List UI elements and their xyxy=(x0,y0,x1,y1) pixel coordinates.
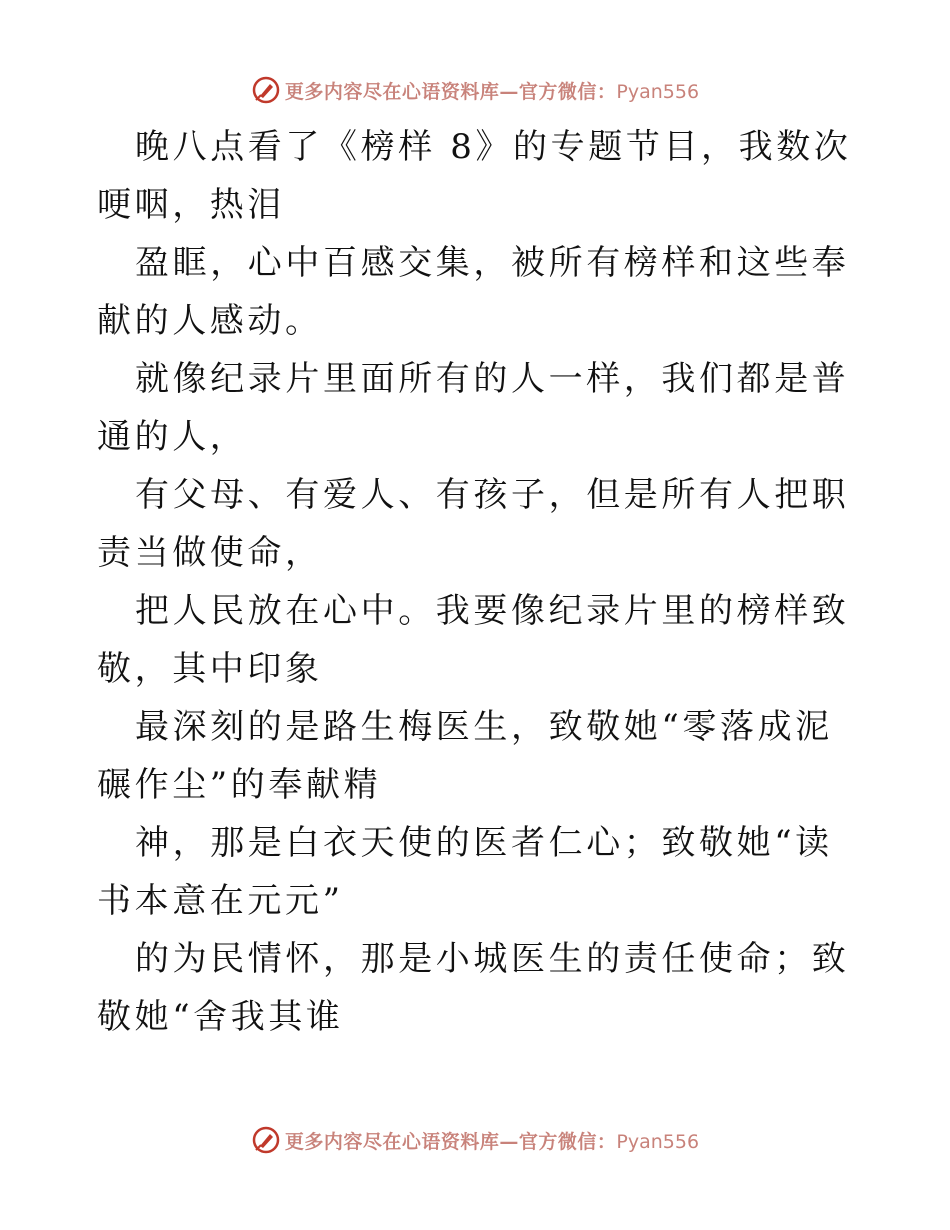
watermark-label: 更多内容尽在心语资料库—官方微信：Pyan556 xyxy=(284,80,700,103)
pen-nib-seal-icon xyxy=(251,1125,281,1155)
paragraph: 就像纪录片里面所有的人一样，我们都是普通的人， xyxy=(97,359,850,457)
paragraph: 最深刻的是路生梅医生，致敬她“零落成泥碾作尘”的奉献精 xyxy=(97,707,833,805)
document-body xyxy=(97,118,857,1046)
paragraph: 神，那是白衣天使的医者仁心；致敬她“读书本意在元元” xyxy=(97,823,833,921)
watermark-label: 更多内容尽在心语资料库—官方微信：Pyan556 xyxy=(284,1130,700,1153)
paragraph: 的为民情怀，那是小城医生的责任使命；致敬她“舍我其谁 xyxy=(97,939,850,1037)
paragraph: 晚八点看了《榜样 8》的专题节目，我数次哽咽，热泪 xyxy=(97,127,852,225)
paragraph: 盈眶，心中百感交集，被所有榜样和这些奉献的人感动。 xyxy=(97,243,850,341)
paragraph: 把人民放在心中。我要像纪录片里的榜样致敬，其中印象 xyxy=(97,591,850,689)
paragraph: 有父母、有爱人、有孩子，但是所有人把职责当做使命， xyxy=(97,475,850,573)
pen-nib-seal-icon xyxy=(251,75,281,105)
watermark-banner-bottom xyxy=(0,1120,950,1160)
watermark-banner-top xyxy=(0,70,950,110)
